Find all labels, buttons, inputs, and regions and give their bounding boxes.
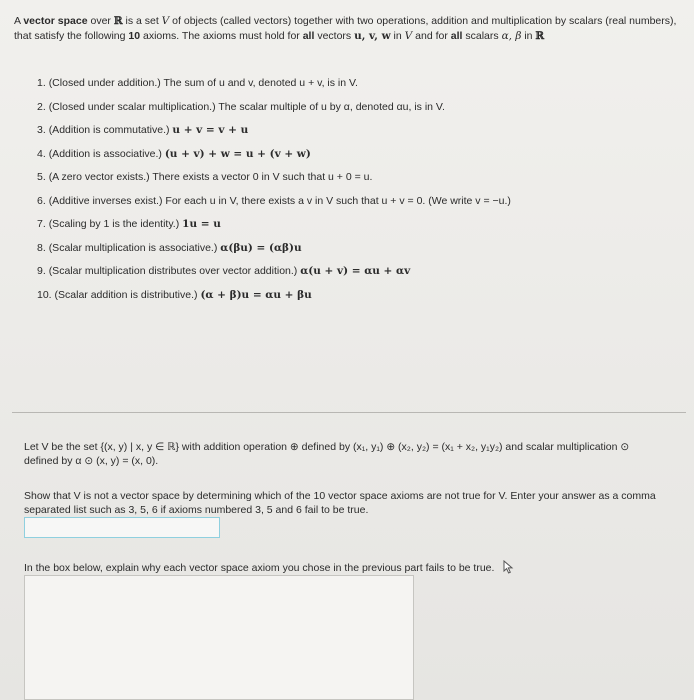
axiom-number: 9. bbox=[37, 265, 46, 277]
axiom-number: 2. bbox=[37, 100, 46, 113]
failing-axioms-input[interactable] bbox=[24, 517, 220, 538]
scalar-symbols: α, β bbox=[501, 30, 522, 42]
axiom-item bbox=[37, 194, 511, 218]
vector-space-definition bbox=[14, 14, 682, 44]
axiom-statement: 1u = u bbox=[182, 218, 221, 230]
intro-text-8: and for bbox=[412, 30, 451, 42]
axiom-label: (Additive inverses exist.) bbox=[48, 194, 163, 207]
axiom-number: 7. bbox=[37, 218, 46, 230]
axiom-number: 3. bbox=[37, 124, 46, 136]
axiom-number: 1. bbox=[37, 77, 46, 89]
intro-text-2: over bbox=[87, 15, 114, 27]
axiom-item bbox=[37, 147, 511, 171]
section-divider bbox=[12, 412, 686, 413]
axiom-label: (Closed under addition.) bbox=[48, 77, 161, 89]
axiom-statement: α(u + v) = αu + αv bbox=[300, 265, 411, 277]
axiom-number: 5. bbox=[37, 171, 46, 183]
field-symbol-2: ℝ bbox=[535, 30, 545, 42]
axiom-count: 10 bbox=[128, 30, 141, 42]
set-definition: Let V be the set {(x, y) | x, y ∈ ℝ} with addition operation ⊕ defined by (x₁, y₁) ⊕ (x₂, y₂) = (x₁ + x₂, y₁y₂) and scalar multiplication ⊙ defined by α ⊙ (x, y) = (x, 0). bbox=[24, 441, 630, 467]
intro-text-5: axioms. The axioms must hold for bbox=[140, 30, 303, 42]
intro-text-3: is a set bbox=[122, 15, 162, 27]
intro-text-10: in bbox=[521, 30, 536, 42]
intro-text-6: vectors bbox=[314, 30, 355, 42]
axiom-item bbox=[37, 264, 511, 288]
axiom-statement: (u + v) + w = u + (v + w) bbox=[164, 147, 311, 160]
intro-text-7: in bbox=[390, 30, 405, 42]
axiom-item bbox=[37, 288, 511, 312]
axiom-item bbox=[37, 170, 511, 194]
axiom-item bbox=[37, 217, 511, 241]
axiom-item bbox=[37, 100, 511, 124]
axiom-number: 6. bbox=[37, 194, 46, 207]
vector-symbols: u, v, w bbox=[354, 30, 391, 42]
question-explanation: In the box below, explain why each vector space axiom you chose in the previous part fails to be true. bbox=[24, 562, 495, 574]
axiom-label: (Scalar addition is distributive.) bbox=[54, 288, 198, 301]
axiom-statement: The scalar multiple of u by α, denoted αu, is in V. bbox=[218, 100, 445, 113]
set-symbol-2: V bbox=[404, 30, 413, 42]
axiom-item bbox=[37, 123, 511, 147]
axiom-label: (A zero vector exists.) bbox=[48, 171, 150, 183]
axiom-statement: For each u in V, there exists a v in V such that u + v = 0. (We write v = −u.) bbox=[165, 194, 511, 207]
intro-text-1: A bbox=[14, 15, 24, 27]
axiom-number: 8. bbox=[37, 241, 46, 254]
axiom-item bbox=[37, 76, 511, 100]
axiom-label: (Addition is commutative.) bbox=[48, 124, 170, 136]
axiom-label: (Scalar multiplication distributes over vector addition.) bbox=[48, 265, 298, 277]
axiom-list bbox=[37, 76, 511, 311]
axiom-item bbox=[37, 241, 511, 265]
all-emphasis-1: all bbox=[302, 30, 315, 42]
axiom-statement: The sum of u and v, denoted u + v, is in V. bbox=[163, 77, 358, 89]
axiom-label: (Addition is associative.) bbox=[48, 147, 162, 160]
axiom-number: 4. bbox=[37, 147, 46, 160]
axiom-label: (Scaling by 1 is the identity.) bbox=[48, 218, 180, 230]
axiom-statement: u + v = v + u bbox=[172, 124, 249, 136]
explanation-textarea[interactable] bbox=[24, 575, 414, 700]
axiom-label: (Closed under scalar multiplication.) bbox=[48, 100, 216, 113]
vector-space-term: vector space bbox=[23, 15, 88, 27]
axiom-number: 10. bbox=[37, 288, 52, 301]
mouse-cursor-icon bbox=[503, 560, 515, 578]
axiom-statement: There exists a vector 0 in V such that u + 0 = u. bbox=[152, 171, 373, 183]
set-symbol: V bbox=[161, 15, 170, 27]
question-failing-axioms: Show that V is not a vector space by determining which of the 10 vector space axioms are not true for V. Enter your answer as a comma separated list such as 3, 5, 6 if axioms numbered 3, 5 and 6 fail to be true. bbox=[24, 490, 656, 516]
axiom-statement: α(βu) = (αβ)u bbox=[220, 241, 302, 254]
field-symbol: ℝ bbox=[113, 15, 123, 27]
intro-text-4: of objects (called vectors) together with two operations, addition and multiplication by scalars (real numbers), that satisfy the following bbox=[14, 15, 677, 42]
axiom-label: (Scalar multiplication is associative.) bbox=[48, 241, 218, 254]
all-emphasis-2: all bbox=[450, 30, 463, 42]
intro-text-9: scalars bbox=[462, 30, 502, 42]
axiom-statement: (α + β)u = αu + βu bbox=[200, 288, 312, 301]
